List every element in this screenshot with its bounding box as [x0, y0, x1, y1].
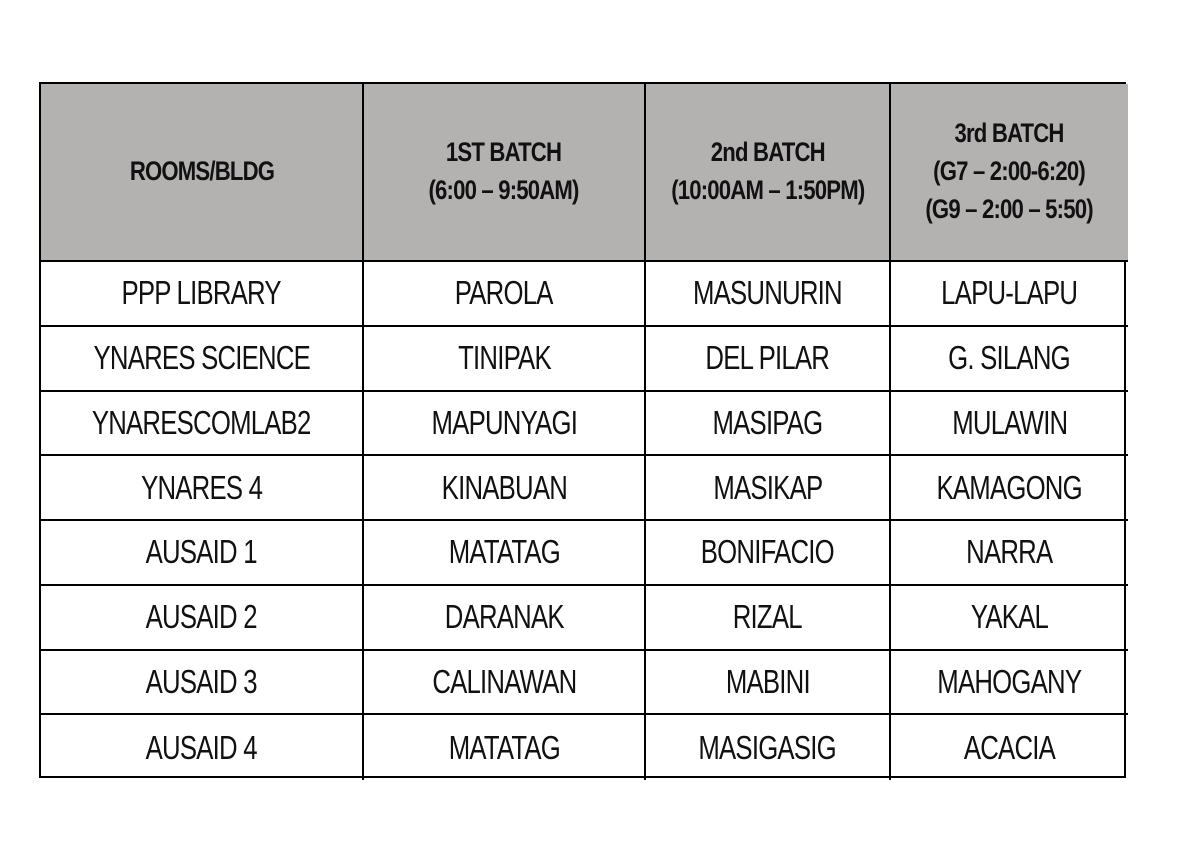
header-line: 3rd BATCH — [954, 118, 1065, 149]
table-cell-batch3: LAPU-LAPU — [891, 262, 1128, 327]
header-2nd-batch — [646, 84, 891, 262]
table-cell-batch2: MASIKAP — [646, 456, 891, 521]
table-cell-batch1: MAPUNYAGI — [364, 392, 646, 457]
table-cell-room: YNARESCOMLAB2 — [41, 392, 364, 457]
header-1st-batch — [364, 84, 646, 262]
table-cell-batch1: MATATAG — [364, 715, 646, 780]
table-cell-batch3: ACACIA — [963, 728, 1056, 766]
table-cell-batch2: MASIGASIG — [646, 715, 891, 780]
header-3rd-batch — [891, 84, 1128, 262]
header-line: ROOMS/BLDG — [129, 156, 274, 187]
table-cell-batch1: CALINAWAN — [364, 651, 646, 716]
table-cell-batch1: PAROLA — [364, 262, 646, 327]
table-cell-batch3: KAMAGONG — [891, 456, 1128, 521]
table-cell-batch2: BONIFACIO — [646, 521, 891, 586]
table-cell-batch1: MATATAG — [364, 521, 646, 586]
table-cell-room: AUSAID 4 — [41, 715, 364, 780]
header-line: (6:00 – 9:50AM) — [428, 175, 580, 205]
table-cell-room: YNARES SCIENCE — [41, 327, 364, 392]
table-cell-batch2: DEL PILAR — [646, 327, 891, 392]
table-cell-room: AUSAID 1 — [41, 521, 364, 586]
table-cell-room: PPP LIBRARY — [41, 262, 364, 327]
table-cell-batch1: TINIPAK — [364, 327, 646, 392]
table-cell-batch3: YAKAL — [891, 586, 1128, 651]
table-cell-room: YNARES 4 — [41, 456, 364, 521]
header-line: 1ST BATCH — [446, 137, 562, 168]
table-cell-batch2: MASUNURIN — [646, 262, 891, 327]
header-rooms-bldg — [41, 84, 364, 262]
table-cell-batch3: MULAWIN — [891, 392, 1128, 457]
header-line: (G9 – 2:00 – 5:50) — [925, 193, 1094, 224]
table-cell-room: AUSAID 3 — [41, 651, 364, 716]
header-line: 2nd BATCH — [710, 137, 825, 168]
header-line: (G7 – 2:00-6:20) — [933, 156, 1086, 187]
table-cell-batch3: NARRA — [891, 521, 1128, 586]
header-line: (10:00AM – 1:50PM) — [670, 175, 865, 205]
table-cell-batch1: DARANAK — [364, 586, 646, 651]
table-cell-batch2: MABINI — [646, 651, 891, 716]
schedule-table — [39, 82, 1126, 778]
table-cell-batch3: MAHOGANY — [891, 651, 1128, 716]
table-cell-batch3: G. SILANG — [891, 327, 1128, 392]
table-cell-batch2: RIZAL — [646, 586, 891, 651]
table-cell-batch1: KINABUAN — [364, 456, 646, 521]
table-cell-batch2: MASIPAG — [646, 392, 891, 457]
table-cell-room: AUSAID 2 — [41, 586, 364, 651]
